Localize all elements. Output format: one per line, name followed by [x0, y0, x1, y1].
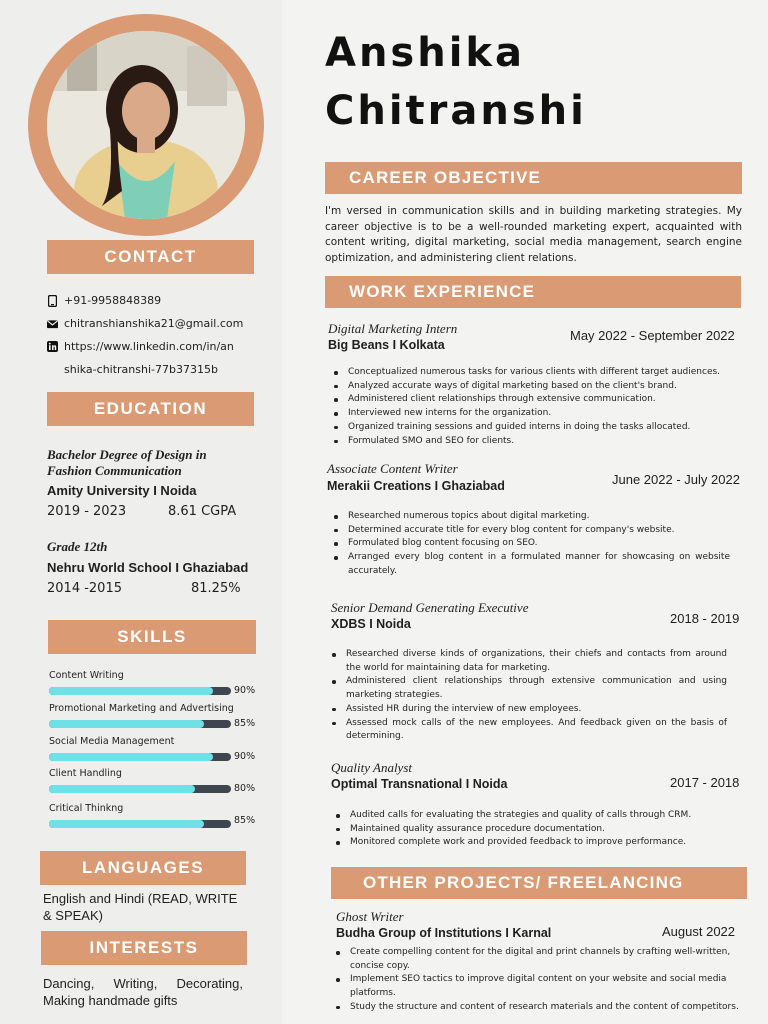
job-company: Big Beans I Kolkata — [328, 338, 445, 352]
interests-heading: INTERESTS — [41, 931, 247, 965]
skill-bar-fill — [49, 687, 213, 695]
job-bullets — [330, 366, 730, 448]
skill-bar — [49, 687, 231, 695]
job-company: Merakii Creations I Ghaziabad — [327, 479, 505, 493]
education-years: 2019 - 2023 — [47, 504, 127, 519]
job-bullet: Determined accurate title for every blog content for company's website. — [330, 524, 730, 538]
career-objective-text: I'm versed in communication skills and in building marketing strategies. My career objective is to be a well-rounded marketing expert, acquainted with content writing, digital marketing, social media management, search engine optimization, and administering client relations. — [325, 205, 742, 264]
skill-percent: 90% — [234, 751, 256, 762]
skill-name: Content Writing — [49, 670, 124, 681]
skill-bar-fill — [49, 785, 195, 793]
job-bullet: Monitored complete work and provided feedback to improve performance. — [332, 836, 732, 850]
education-score: 8.61 CGPA — [168, 504, 237, 519]
email-icon — [47, 318, 58, 329]
skill-name: Client Handling — [49, 768, 122, 779]
job-bullet: Formulated SMO and SEO for clients. — [330, 435, 730, 449]
project-bullets — [332, 946, 740, 1015]
interests-text: Dancing, Writing, Decorating, Making handmade gifts — [43, 976, 243, 1008]
skills-heading: SKILLS — [48, 620, 256, 654]
skill-name: Social Media Management — [49, 736, 175, 747]
contact-heading: CONTACT — [47, 240, 254, 274]
skill-name: Promotional Marketing and Advertising — [49, 703, 234, 714]
job-company: XDBS I Noida — [331, 617, 411, 631]
project-bullet: Study the structure and content of research materials and the content of competitors. — [332, 1001, 740, 1015]
job-bullet: Administered client relationships through extensive communication. — [330, 393, 730, 407]
other-projects-heading: OTHER PROJECTS/ FREELANCING — [331, 867, 747, 899]
education-degree: Grade 12th — [47, 539, 108, 554]
education-institution: Nehru World School I Ghaziabad — [47, 560, 249, 575]
job-dates: 2017 - 2018 — [670, 775, 740, 790]
name-first: Anshika — [325, 30, 526, 76]
linkedin-url[interactable]: https://www.linkedin.com/in/an — [64, 340, 234, 353]
job-bullet: Interviewed new interns for the organization. — [330, 407, 730, 421]
job-bullet: Administered client relationships through extensive communication and using marketing strategies. — [328, 675, 727, 702]
job-title: Associate Content Writer — [327, 461, 458, 476]
job-bullet: Organized training sessions and guided interns in doing the tasks allocated. — [330, 421, 730, 435]
skill-percent: 85% — [234, 718, 256, 729]
job-bullet: Analyzed accurate ways of digital marketing based on the client's brand. — [330, 380, 730, 394]
languages-heading: LANGUAGES — [40, 851, 246, 885]
email-address[interactable]: chitranshianshika21@gmail.com — [64, 317, 244, 330]
job-bullet: Researched numerous topics about digital marketing. — [330, 510, 730, 524]
job-title: Quality Analyst — [331, 760, 413, 775]
linkedin-icon — [47, 341, 58, 352]
education-years: 2014 -2015 — [47, 581, 122, 596]
skill-bar-fill — [49, 820, 204, 828]
education-heading: EDUCATION — [47, 392, 254, 426]
job-dates: May 2022 - September 2022 — [570, 328, 735, 343]
education-score: 81.25% — [191, 581, 241, 596]
job-bullet: Arranged every blog content in a formulated manner for showcasing on website accurately. — [330, 551, 730, 578]
job-bullet: Conceptualized numerous tasks for various clients with different target audiences. — [330, 366, 730, 380]
job-bullet: Assessed mock calls of the new employees. And feedback given on the basis of determining. — [328, 717, 727, 744]
job-dates: June 2022 - July 2022 — [612, 472, 740, 487]
job-bullet: Maintained quality assurance procedure documentation. — [332, 823, 732, 837]
phone-number[interactable]: +91-9958848389 — [64, 294, 162, 307]
name-last: Chitranshi — [325, 88, 587, 134]
job-dates: 2018 - 2019 — [670, 611, 740, 626]
project-bullet: Implement SEO tactics to improve digital content on your website and social media platforms. — [332, 973, 740, 1000]
project-company: Budha Group of Institutions I Karnal — [336, 926, 552, 940]
job-bullet: Formulated blog content focusing on SEO. — [330, 537, 730, 551]
job-bullet: Researched diverse kinds of organizations, their chiefs and contacts from around the world for maintaining data for marketing. — [328, 648, 727, 675]
email-row — [47, 317, 243, 330]
job-bullet: Assisted HR during the interview of new employees. — [328, 703, 727, 717]
work-experience-heading: WORK EXPERIENCE — [325, 276, 741, 308]
languages-text: English and Hindi (READ, WRITE & SPEAK) — [43, 891, 238, 923]
skill-percent: 85% — [234, 815, 256, 826]
skill-bar — [49, 753, 231, 761]
profile-photo — [47, 31, 245, 219]
linkedin-row — [47, 340, 234, 353]
skill-percent: 90% — [234, 685, 256, 696]
skill-bar-fill — [49, 720, 204, 728]
education-institution: Amity University I Noida — [47, 483, 197, 498]
skill-name: Critical Thinkng — [49, 803, 124, 814]
job-bullet: Audited calls for evaluating the strategies and quality of calls through CRM. — [332, 809, 732, 823]
job-bullets — [330, 510, 730, 579]
project-dates: August 2022 — [662, 924, 736, 939]
job-bullets — [328, 648, 727, 744]
skill-bar — [49, 820, 231, 828]
skill-percent: 80% — [234, 783, 256, 794]
job-bullets — [332, 809, 732, 850]
job-title: Senior Demand Generating Executive — [331, 600, 529, 615]
skill-bar — [49, 720, 231, 728]
phone-icon — [47, 295, 58, 306]
career-objective-heading: CAREER OBJECTIVE — [325, 162, 742, 194]
skill-bar — [49, 785, 231, 793]
project-bullet: Create compelling content for the digital and print channels by crafting well-written, concise copy. — [332, 946, 740, 973]
job-company: Optimal Transnational I Noida — [331, 777, 508, 791]
project-title: Ghost Writer — [336, 909, 404, 924]
phone-row — [47, 294, 161, 307]
skill-bar-fill — [49, 753, 213, 761]
job-title: Digital Marketing Intern — [328, 321, 458, 336]
linkedin-url-continued[interactable]: shika-chitranshi-77b37315b — [64, 363, 218, 376]
education-degree: Bachelor Degree of Design in Fashion Communication — [47, 447, 207, 478]
